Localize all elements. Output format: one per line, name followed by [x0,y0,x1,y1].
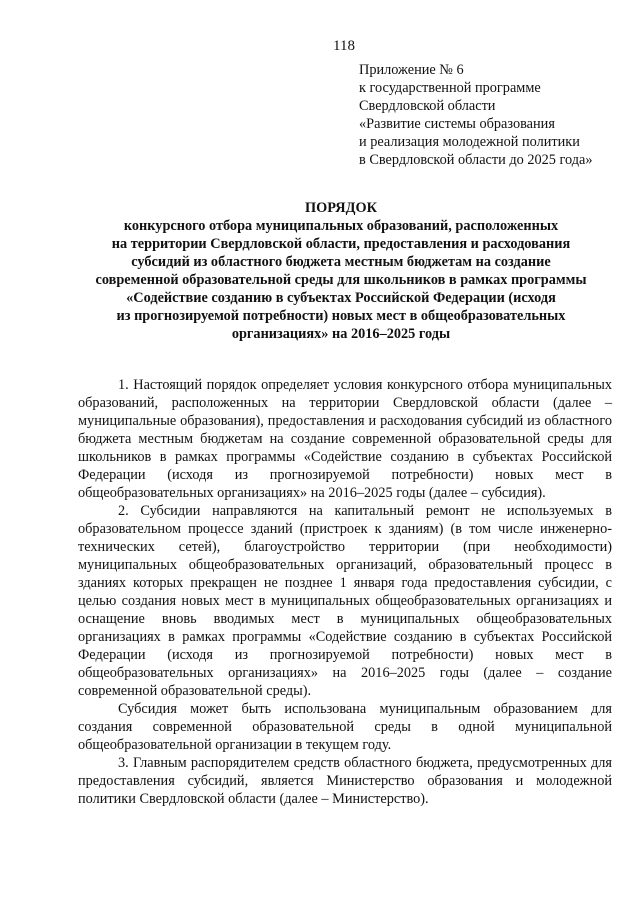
appendix-line: и реализация молодежной политики [359,134,580,150]
title-line: современной образовательной среды для школьников в рамках программы [95,272,587,288]
title-line: из прогнозируемой потребности) новых мест в общеобразовательных [116,308,566,324]
title-line: субсидий из областного бюджета местным бюджетам на создание [131,254,551,270]
paragraph-2: 2. Субсидии направляются на капитальный ремонт не используемых в образовательном процессе зданий (пристроек к зданиям) (в том числе инженерно-технических сетей), благоустройство территории (при необходимости) муниципальных общеобразовательных организаций, образовательный процесс в зданиях которых прекращен не позднее 1 января года предоставления субсидии, с целью создания новых мест в муниципальных общеобразовательных организациях и оснащение вновь вводимых мест в муниципальных общеобразовательных организациях в рамках программы «Содействие созданию в субъектах Российской Федерации (исходя из прогнозируемой потребности) новых мест в общеобразовательных организациях» на 2016–2025 годы (далее – создание современной образовательной среды). [78,503,612,699]
title-line: организациях» на 2016–2025 годы [231,326,451,342]
appendix-line: в Свердловской области до 2025 года» [359,152,593,168]
document-body [78,376,612,808]
appendix-block [359,61,619,169]
paragraph-1: 1. Настоящий порядок определяет условия конкурсного отбора муниципальных образований, расположенных на территории Свердловской области (далее – муниципальные образования), предоставления и расходования субсидий из областного бюджета местным бюджетам на создание современной образовательной среды для школьников в рамках программы «Содействие созданию в субъектах Российской Федерации (исходя из прогнозируемой потребности) новых мест в общеобразовательных организациях» на 2016–2025 годы (далее – субсидия). [78,377,612,501]
appendix-line: Приложение № 6 [359,62,464,78]
page-number: 118 [333,38,355,54]
title-line: конкурсного отбора муниципальных образований, расположенных [123,218,559,234]
document-title [60,199,622,343]
appendix-line: «Развитие системы образования [359,116,555,132]
appendix-line: к государственной программе [359,80,541,96]
title-line: на территории Свердловской области, предоставления и расходования [111,236,571,252]
title-line: «Содействие созданию в субъектах Российской Федерации (исходя [126,290,556,306]
paragraph-3: 3. Главным распорядителем средств областного бюджета, предусмотренных для предоставления субсидий, является Министерство образования и молодежной политики Свердловской области (далее – Министерство). [78,755,612,807]
title-heading: ПОРЯДОК [305,200,377,216]
appendix-line: Свердловской области [359,98,496,114]
paragraph-2-note: Субсидия может быть использована муниципальным образованием для создания современной образовательной среды в одной муниципальной общеобразовательной организации в текущем году. [78,701,612,753]
